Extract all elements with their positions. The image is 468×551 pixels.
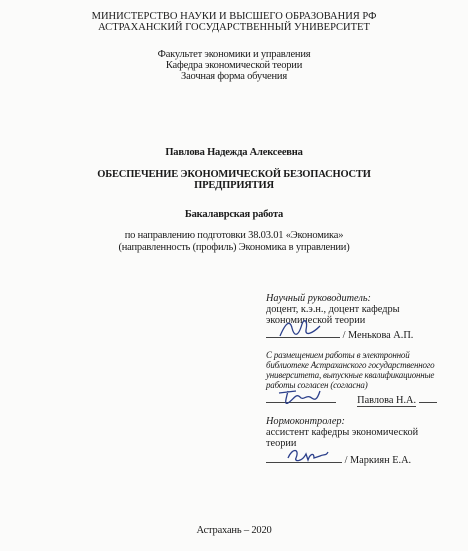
direction-line1: по направлению подготовки 38.03.01 «Экономика» xyxy=(124,230,344,241)
supervisor-position2: экономической теории xyxy=(266,315,366,326)
supervisor-name: / Менькова А.П. xyxy=(342,330,414,341)
consent-name-underline-tail xyxy=(419,393,437,403)
faculty-line: Факультет экономики и управления xyxy=(157,49,311,60)
consent-line3: университета, выпускные квалификационные xyxy=(266,370,435,380)
normcontrol-name: / Маркиян Е.А. xyxy=(344,455,412,466)
consent-line4: работы согласен (согласна) xyxy=(266,380,368,390)
normcontrol-signature-icon xyxy=(284,444,330,466)
supervisor-signature-icon xyxy=(276,316,326,342)
normcontrol-position1: ассистент кафедры экономической xyxy=(266,427,419,438)
normcontrol-label: Нормоконтролер: xyxy=(266,416,345,427)
university-line: АСТРАХАНСКИЙ ГОСУДАРСТВЕННЫЙ УНИВЕРСИТЕТ xyxy=(98,22,370,33)
study-form-line: Заочная форма обучения xyxy=(181,71,287,82)
thesis-title-line1: ОБЕСПЕЧЕНИЕ ЭКОНОМИЧЕСКОЙ БЕЗОПАСНОСТИ xyxy=(97,169,371,180)
ministry-line: МИНИСТЕРСТВО НАУКИ И ВЫСШЕГО ОБРАЗОВАНИЯ РФ xyxy=(91,11,377,22)
work-type: Бакалаврская работа xyxy=(184,209,284,220)
thesis-title-line2: ПРЕДПРИЯТИЯ xyxy=(194,180,274,191)
department-line: Кафедра экономической теории xyxy=(165,60,303,71)
supervisor-label: Научный руководитель: xyxy=(266,293,371,304)
direction-line2: (направленность (профиль) Экономика в управлении) xyxy=(118,242,350,253)
consent-name: Павлова Н.А. xyxy=(357,395,417,406)
footer-city-year: Астрахань – 2020 xyxy=(196,525,272,536)
normcontrol-position2: теории xyxy=(266,438,297,449)
consent-signature-icon xyxy=(276,385,322,409)
author-name: Павлова Надежда Алексеевна xyxy=(165,147,303,158)
consent-line2: библиотеке Астраханского государственного xyxy=(266,360,435,370)
consent-line1: С размещением работы в электронной xyxy=(266,350,410,360)
supervisor-position1: доцент, к.э.н., доцент кафедры xyxy=(266,304,400,315)
